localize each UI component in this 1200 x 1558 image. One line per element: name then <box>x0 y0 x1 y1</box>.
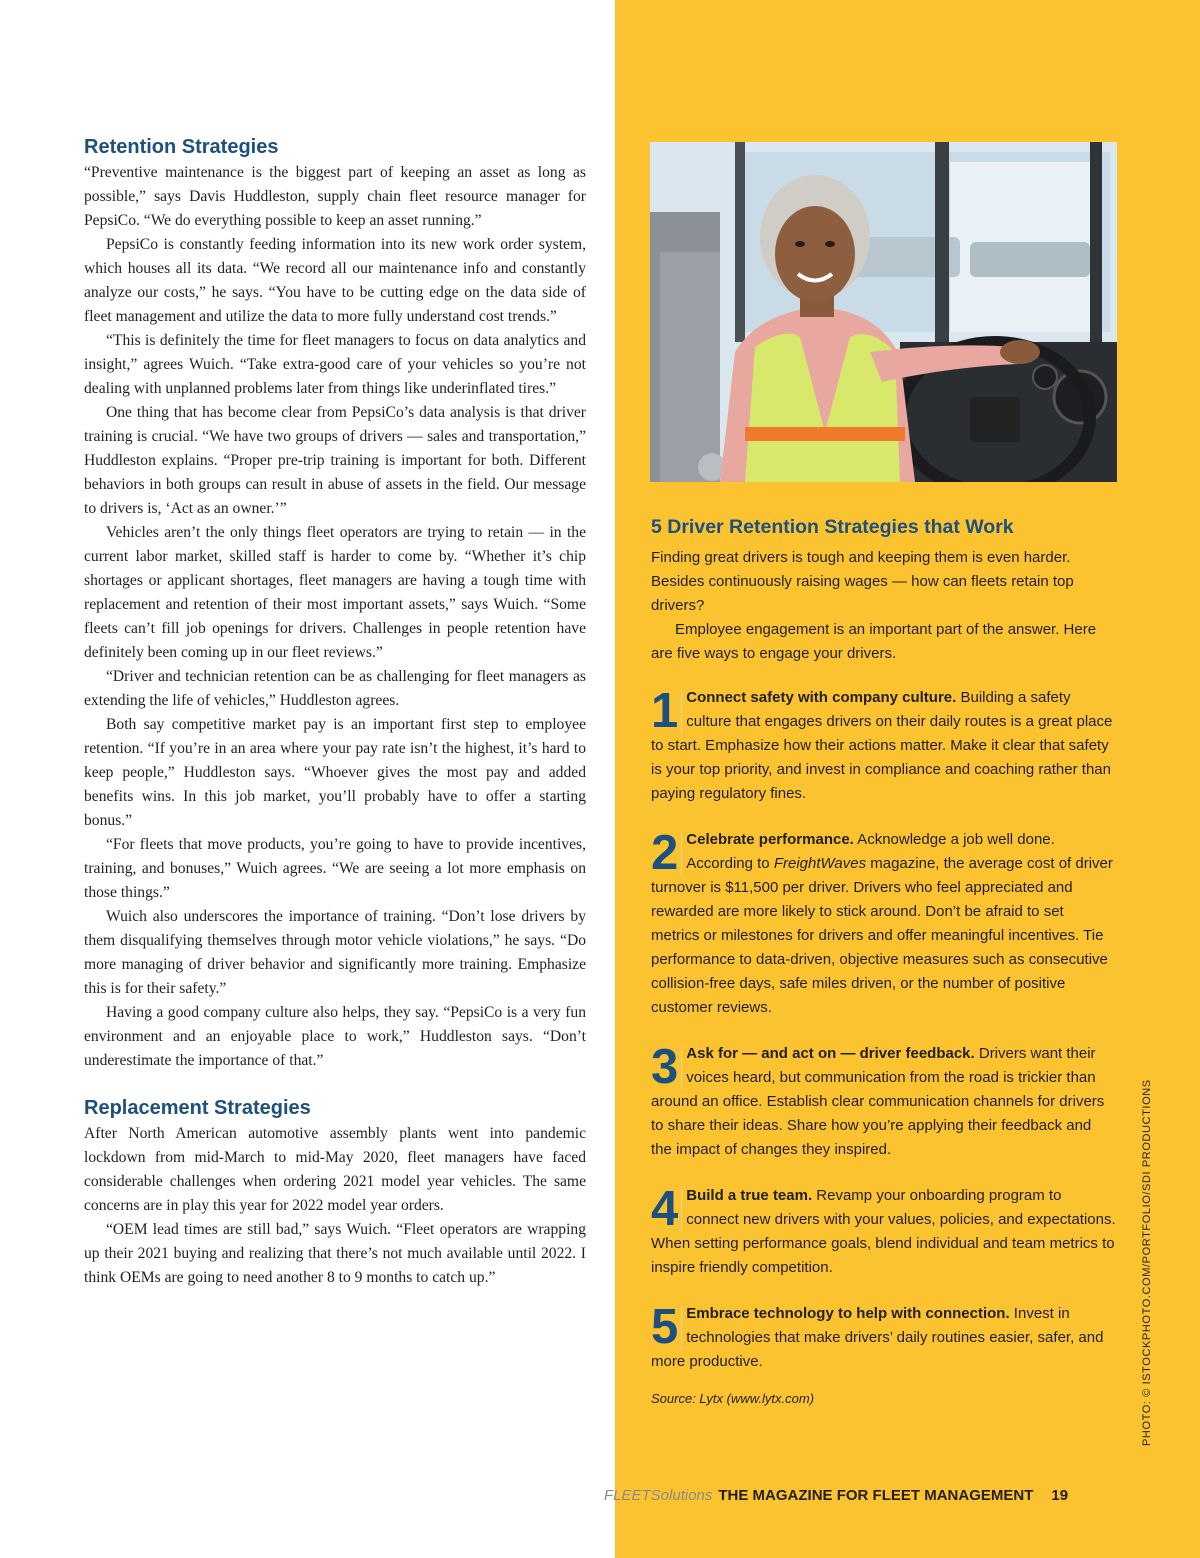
body-paragraph: “Preventive maintenance is the biggest part of keeping an asset as long as possible,” says Davis Huddleston, supply chain fleet resource manager for PepsiCo. “We do everything possible to keep an asset running.” <box>84 164 586 229</box>
tip-body: Revamp your onboarding program to connect new drivers with your values, policies, and expectations. When setting performance goals, blend individual and team metrics to inspire friendly competition. <box>651 1187 1116 1276</box>
body-paragraph: Having a good company culture also helps, they say. “PepsiCo is a very fun environment and an enjoyable place to work,” Huddleston says. “Don’t underestimate the importance of that.” <box>84 1004 586 1069</box>
sidebar-source: Source: Lytx (www.lytx.com) <box>651 1391 815 1406</box>
tip-number: 1 <box>651 690 682 734</box>
body-paragraph: Wuich also underscores the importance of training. “Don’t lose drivers by them disqualifying themselves through motor vehicle violations,” he says. “Do more managing of driver behavior and significantly more training. Emphasize this is for their safety.” <box>84 908 586 997</box>
tip-number: 3 <box>651 1046 682 1090</box>
photo-credit: PHOTO: © ISTOCKPHOTO.COM/PORTFOLIO/SDI PRODUCTIONS <box>1141 1079 1153 1446</box>
driver-photo <box>650 142 1117 482</box>
body-paragraph: One thing that has become clear from PepsiCo’s data analysis is that driver training is crucial. “We have two groups of drivers — sales and transportation,” Huddleston explains. “Proper pre-trip training is important for both. Different behaviors in both groups can result in abuse of assets in the field. Our message to drivers is, ‘Act as an owner.’” <box>84 404 586 517</box>
body-paragraph: Both say competitive market pay is an important first step to employee retention. “If you’re in an area where your pay rate isn’t the highest, it’s hard to keep people,” Huddleston says. “Whoever gives the most pay and added benefits wins. In this job market, you’ll probably have to offer a starting bonus.” <box>84 716 586 829</box>
replacement-heading: Replacement Strategies <box>84 1097 311 1119</box>
footer-magazine-tagline: THE MAGAZINE FOR FLEET MANAGEMENT <box>718 1487 1034 1504</box>
tip-title: Build a true team. <box>686 1187 813 1204</box>
tip-body <box>651 831 1113 1016</box>
body-paragraph: “OEM lead times are still bad,” says Wuich. “Fleet operators are wrapping up their 2021 buying and realizing that there’s not much available until 2022. I think OEMs are going to need another 8 to 9 months to catch up.” <box>84 1221 586 1286</box>
tip-number: 4 <box>651 1188 682 1232</box>
tip-item <box>651 1302 1116 1374</box>
body-paragraph: Vehicles aren’t the only things fleet operators are trying to retain — in the current labor market, skilled staff is harder to come by. “Whether it’s chip shortages or applicant shortages, fleet managers are having a tough time with replacement and retention of their most important assets,” says Wuich. “Some fleets can’t fill job openings for drivers. Challenges in people retention have definitely been coming up in our fleet reviews.” <box>84 524 586 661</box>
tip-title: Celebrate performance. <box>686 831 854 848</box>
body-paragraph: PepsiCo is constantly feeding information into its new work order system, which houses all its data. “We record all our maintenance info and constantly analyze our costs,” he says. “You have to be cutting edge on the data side of fleet management and utilize the data to more fully understand cost trends.” <box>84 236 586 325</box>
body-paragraph: “This is definitely the time for fleet managers to focus on data analytics and insight,” agrees Wuich. “Take extra-good care of your vehicles so you’re not dealing with unplanned problems later from things like underinflated tires.” <box>84 332 586 397</box>
tip-body-text: magazine, the average cost of driver turnover is $11,500 per driver. Drivers who feel appreciated and rewarded are more likely to stick around. Don’t be afraid to set metrics or milestones for drivers and offer meaningful incentives. Tie performance to data-driven, objective measures such as consecutive collision-free days, safe miles driven, or the number of positive customer reviews. <box>651 855 1113 1016</box>
article-column <box>84 134 586 1290</box>
tip-body-text: Acknowledge a job well done. According to <box>686 831 1055 872</box>
body-paragraph: After North American automotive assembly plants went into pandemic lockdown from mid-March to mid-May 2020, fleet managers have faced considerable challenges when ordering 2021 model year vehicles. The same concerns are in play this year for 2022 model year orders. <box>84 1125 586 1214</box>
tip-body: Drivers want their voices heard, but communication from the road is trickier than around an office. Establish clear communication channels for drivers to share their ideas. Share how you’re applying their feedback and the impact of changes they inspired. <box>651 1045 1105 1158</box>
tip-body: Building a safety culture that engages drivers on their daily routes is a great place to start. Emphasize how their actions matter. Make it clear that safety is your top priority, and invest in compliance and coaching rather than paying regulatory fines. <box>651 689 1113 802</box>
footer-brand: FLEETSolutions <box>604 1487 713 1504</box>
retention-heading: Retention Strategies <box>84 136 279 158</box>
sidebar-intro: Employee engagement is an important part of the answer. Here are five ways to engage your drivers. <box>651 621 1097 662</box>
tip-title: Connect safety with company culture. <box>686 689 957 706</box>
page-number: 19 <box>1051 1487 1069 1504</box>
tip-body: Invest in technologies that make drivers’ daily routines easier, safer, and more productive. <box>651 1305 1104 1370</box>
sidebar-intro: Finding great drivers is tough and keeping them is even harder. Besides continuously raising wages — how can fleets retain top drivers? <box>651 549 1074 614</box>
tip-title: Ask for — and act on — driver feedback. <box>686 1045 975 1062</box>
tip-item <box>651 828 1116 1020</box>
sidebar-box <box>651 513 1116 1408</box>
publication-name: FreightWaves <box>773 855 867 872</box>
tip-number: 5 <box>651 1306 682 1350</box>
driver-photo-illustration <box>650 142 1117 482</box>
tips-list <box>651 686 1116 1374</box>
body-paragraph: “Driver and technician retention can be as challenging for fleet managers as extending the life of vehicles,” Huddleston agrees. <box>84 668 586 709</box>
page-footer <box>604 1486 1124 1506</box>
tip-item <box>651 1184 1116 1280</box>
tip-number: 2 <box>651 832 682 876</box>
body-paragraph: “For fleets that move products, you’re going to have to provide incentives, training, and bonuses,” Wuich agrees. “We are seeing a lot more emphasis on those things.” <box>84 836 586 901</box>
tip-title: Embrace technology to help with connection. <box>686 1305 1010 1322</box>
tip-item <box>651 686 1116 806</box>
tip-item <box>651 1042 1116 1162</box>
sidebar-title: 5 Driver Retention Strategies that Work <box>651 516 1014 538</box>
